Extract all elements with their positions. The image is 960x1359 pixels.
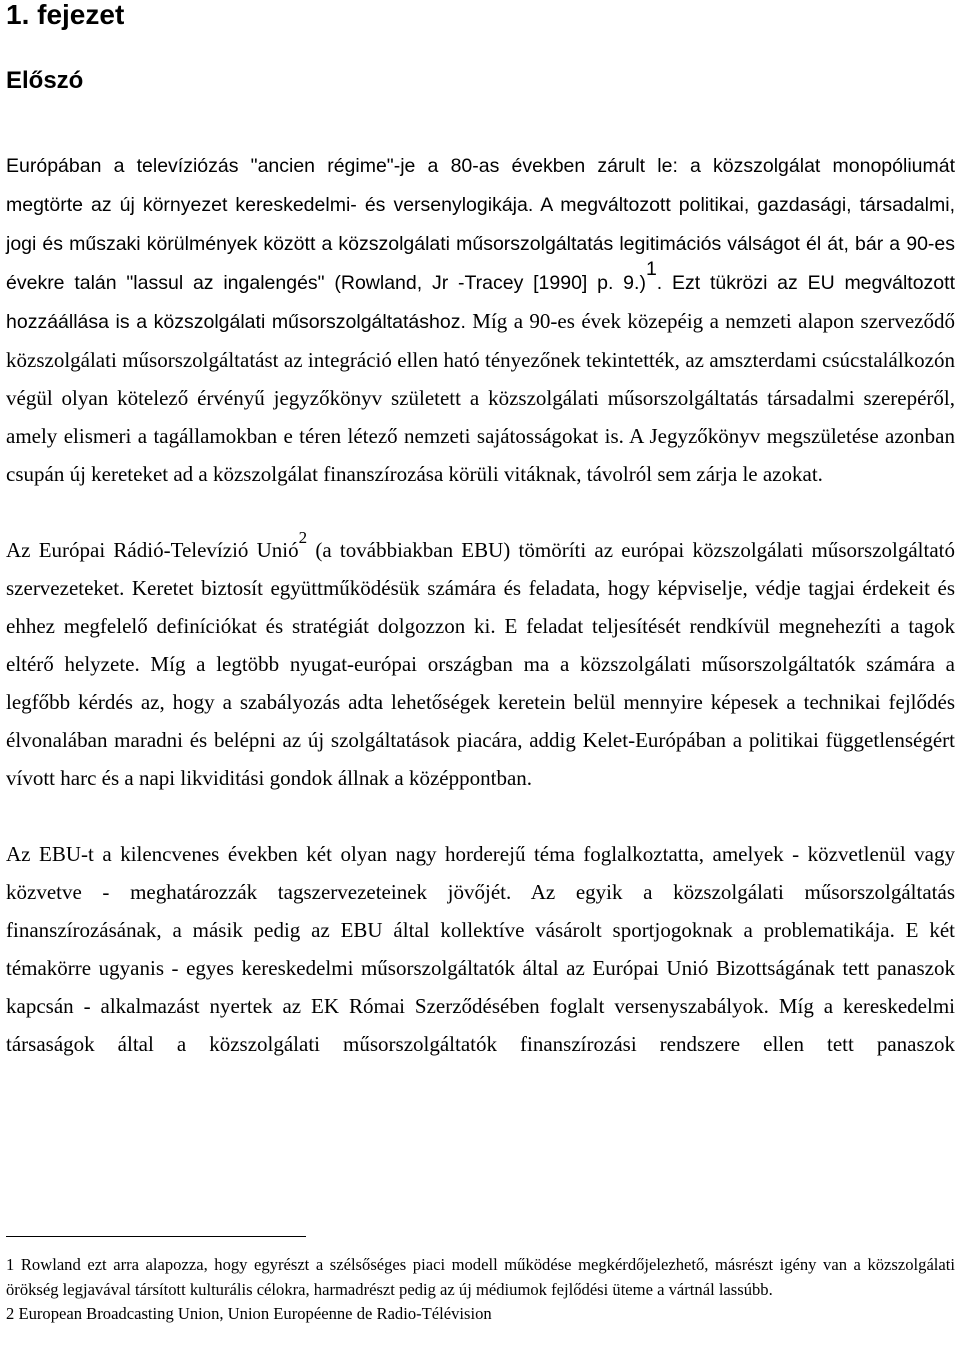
body-text — [6, 146, 955, 1063]
paragraph-1-text-end: Míg a 90-es évek közepéig a nemzeti alapon szerveződő közszolgálati műsorszolgáltatást az integráció ellen ható tényezőnek tekintették, az amszterdami csúcstalálkozón végül olyan kötelező érvényű jegyzőkönyv született a közszolgálati műsorszolgáltatás társadalmi szerepéről, amely elismeri a tagállamokban e téren létező nemzeti sajátosságokat is. A Jegyzőkönyv megszületése azonban csupán új kereteket ad a közszolgálat finanszírozása körüli vitáknak, távolról sem zárja le azokat. — [6, 309, 956, 486]
paragraph-3: Az EBU-t a kilencvenes években két olyan nagy horderejű téma foglalkoztatta, amelyek - közvetlenül vagy közvetve - meghatározzák tagszervezeteinek jövőjét. Az egyik a közszolgálati műsorszolgáltatás finanszírozásának, a másik pedig az EBU által kollektíve vásárolt sportjogoknak a problematikája. E két témakörre ugyanis - egyes kereskedelmi műsorszolgáltatók által az Európai Unió Bizottságának tett panaszok kapcsán - alkalmazást nyertek az EK Római Szerződésében foglalt versenyszabályok. Míg a kereskedelmi társaságok által a közszolgálati műsorszolgáltatók finanszírozási rendszere ellen tett panaszok — [6, 842, 955, 1056]
paragraph-1 — [6, 146, 955, 493]
chapter-title: 1. fejezet — [6, 0, 125, 30]
document-page — [6, 0, 956, 1323]
footnote-ref-1: 1 — [645, 258, 657, 280]
section-title: Előszó — [6, 67, 84, 94]
paragraph-1-text: Európában a televíziózás "ancien régime"-je a 80-as években zárult le: a közszolgálat monopóliumát megtörte az új környezet kereskedelmi- és versenylogikája. A megváltozott politikai, gazdasági, társadalmi, jogi és műszaki körülmények között a közszolgálati műsorszolgáltatás legitimációs válságot él át, bár a 90-es évekre talán "lassul az ingalengés" (Rowland, Jr -Tracey [1990] p. 9.) — [6, 155, 955, 294]
footnote-separator — [6, 1236, 306, 1237]
paragraph-2-text: Az Európai Rádió-Televízió Unió — [6, 538, 299, 562]
footnote-mark: 2 — [6, 1304, 15, 1323]
footnote-text: European Broadcasting Union, Union Européenne de Radio-Télévision — [18, 1304, 492, 1323]
footnote-2 — [6, 1302, 955, 1327]
footnote-text: Rowland ezt arra alapozza, hogy egyrészt a szélsőséges piaci modell működése megkérdőjelezhető, másrészt igény van a közszolgálati örökség legjavával társított kulturális célokra, harmadrészt pedig az új médiumok fejlődési üteme a vártnál lassúbb. — [6, 1255, 955, 1299]
paragraph-1-text-cont: . Ezt tükrözi az EU megváltozott hozzáállása is a közszolgálati műsorszolgáltatáshoz. — [6, 272, 955, 333]
paragraph-2 — [6, 528, 956, 797]
footnote-ref-2: 2 — [298, 528, 308, 547]
footnotes — [6, 1236, 955, 1327]
paragraph-2-text-cont: (a továbbiakban EBU) tömöríti az európai közszolgálati műsorszolgáltató szervezeteket. Keretet biztosít együttműködésük számára és feladata, hogy képviselje, védje tagjai érdekeit és ehhez megfelelő definíciókat és stratégiát dolgozzon ki. E feladat teljesítését rendkívül megnehezíti a tagok eltérő helyzete. Míg a legtöbb nyugat-európai országban ma a közszolgálati műsorszolgáltatók számára a legfőbb kérdés az, hogy a szabályozás adta lehetőségek keretein belül mennyire képesek a technikai fejlődés élvonalában maradni és belépni az új szolgáltatások piacára, addig Kelet-Európában a politikai függetlenségért vívott harc és a napi likviditási gondok állnak a középpontban. — [6, 538, 956, 790]
footnote-mark: 1 — [6, 1255, 15, 1274]
footnote-1 — [6, 1253, 955, 1302]
